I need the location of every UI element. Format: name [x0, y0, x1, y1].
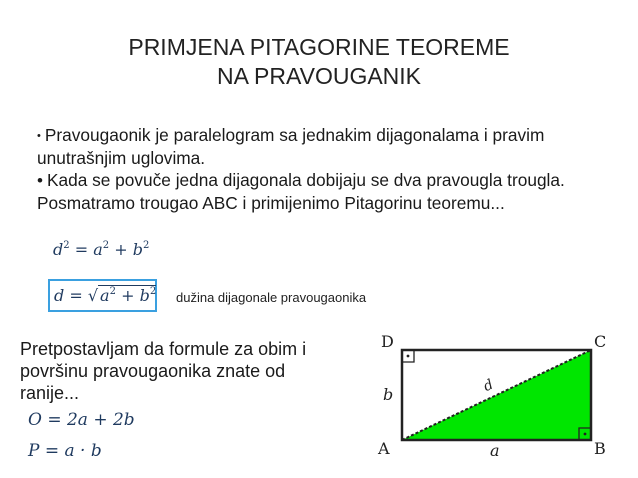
formula-note-paragraph	[20, 338, 350, 404]
slide-title	[0, 33, 638, 91]
vertex-label-c: C	[594, 332, 607, 351]
right-angle-d-dot	[407, 355, 410, 358]
bullet-dot-icon: •	[37, 171, 43, 190]
vertex-label-d: D	[381, 332, 394, 351]
vertex-label-b: B	[594, 439, 606, 458]
sqrt-radicand: $a^2 + b^2$	[100, 286, 157, 305]
side-label-a: a	[490, 441, 500, 460]
paragraph-line-2: površinu pravougaonika znate od	[20, 361, 286, 381]
side-label-b: b	[383, 385, 394, 404]
slide-title-line-1: PRIMJENA PITAGORINE TEOREME	[128, 34, 510, 60]
diagonal-formula: d = √ $a^2 + b^2$	[54, 286, 157, 305]
bullet-2-line-2: Posmatramo trougao ABC i primijenimo Pitagorinu teoremu...	[37, 193, 505, 213]
right-angle-b-dot	[584, 433, 587, 436]
paragraph-line-1: Pretpostavljam da formule za obim i	[20, 339, 307, 359]
sqrt-icon: √	[87, 286, 99, 305]
perimeter-formula: O = 2a + 2b	[28, 410, 135, 430]
rectangle-diagram	[370, 328, 615, 460]
area-formula: P = a · b	[28, 441, 102, 461]
bullet-list	[37, 124, 637, 214]
bullet-1-line-1: • Pravougaonik je paralelogram sa jednakim dijagonalama i pravim	[37, 125, 545, 145]
vertex-label-a: A	[378, 439, 390, 458]
paragraph-line-3: ranije...	[20, 383, 80, 403]
pythagoras-formula: $d^2 = a^2 + b^2$	[53, 240, 150, 259]
bullet-dot-icon: •	[37, 130, 41, 142]
diagonal-formula-label: dužina dijagonale pravougaonika	[176, 290, 367, 305]
bullet-2-line-1: • Kada se povuče jedna dijagonala dobijaju se dva pravougla trougla.	[37, 170, 565, 190]
bullet-1-line-2: unutrašnjim uglovima.	[37, 148, 206, 168]
slide-title-line-2: NA PRAVOUGANIK	[216, 63, 422, 89]
diagonal-label-d: d	[480, 376, 496, 395]
